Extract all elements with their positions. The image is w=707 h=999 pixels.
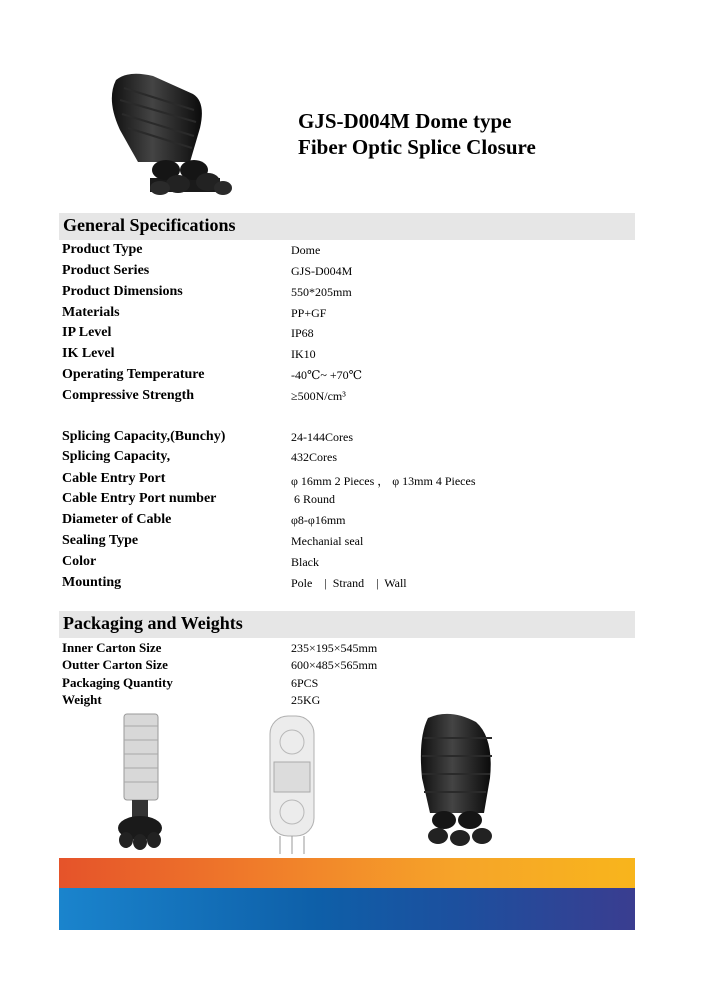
spec-value: IK10 [291,347,316,361]
spec-value: 550*205mm [291,285,352,299]
spec-row [62,325,622,345]
spec-label: Cable Entry Port number [62,491,217,506]
general-specs-header [59,213,635,240]
spec-label: Compressive Strength [62,388,195,403]
spec-row [62,491,622,511]
packaging-label: Inner Carton Size [62,640,162,655]
spec-label: Sealing Type [62,533,139,548]
tray-front-image [266,712,318,858]
spec-label: Product Series [62,263,150,278]
spec-row [62,263,622,283]
spec-value: 6 Round [291,492,336,506]
spec-value: Dome [291,243,321,257]
spec-label: Splicing Capacity,(Bunchy) [62,429,226,444]
blue-footer-band [59,888,635,930]
spec-row [62,388,622,408]
packaging-header [59,611,635,638]
spec-label: IK Level [62,346,115,361]
general-specs-title: General Specifications [63,215,236,235]
spec-row [62,471,622,491]
splice-closure-image [98,70,248,200]
spec-row [62,554,622,574]
packaging-value: 25KG [291,693,321,707]
packaging-label: Outter Carton Size [62,657,168,672]
packaging-label: Weight [62,692,102,707]
product-title-line1: GJS-D004M Dome type [298,109,512,133]
spec-value: IP68 [291,326,314,340]
spec-row [62,575,622,595]
packaging-row [62,692,622,710]
packaging-value: 235×195×545mm [291,641,378,655]
spec-value: GJS-D004M [291,264,353,278]
orange-footer-band [59,858,635,888]
spec-row [62,367,622,387]
spec-value: φ8-φ16mm [291,513,346,527]
spec-value: Mechanial seal [291,534,364,548]
product-title-line2: Fiber Optic Splice Closure [298,135,536,159]
spec-value: PP+GF [291,306,327,320]
spec-row [62,346,622,366]
packaging-row [62,675,622,693]
spec-row [62,242,622,262]
spec-label: Color [62,554,97,569]
spec-row [62,512,622,532]
spec-value: 24-144Cores [291,430,353,444]
spec-value: 432Cores [291,450,337,464]
spec-label: Materials [62,305,120,320]
spec-value: φ 16mm 2 Pieces ， φ 13mm 4 Pieces [291,474,476,488]
tray-assembly-image [110,710,170,852]
spec-value: Black [291,555,319,569]
spec-row [62,284,622,304]
spec-label: IP Level [62,325,112,340]
spec-label: Diameter of Cable [62,512,172,527]
packaging-label: Packaging Quantity [62,675,173,690]
spec-label: Splicing Capacity, [62,449,171,464]
spec-label: Operating Temperature [62,367,205,382]
spec-value: ≥500N/cm³ [291,389,346,403]
spec-value: -40℃~ +70℃ [291,368,363,382]
spec-label: Mounting [62,575,122,590]
spec-label: Cable Entry Port [62,471,166,486]
spec-value: Pole | Strand | Wall [291,576,407,590]
packaging-title: Packaging and Weights [63,613,243,633]
spec-row [62,449,622,469]
packaging-value: 6PCS [291,676,319,690]
packaging-row [62,657,622,675]
spec-row [62,533,622,553]
spec-label: Product Dimensions [62,284,183,299]
dome-closure-image [410,708,502,853]
spec-row [62,429,622,449]
spec-row [62,305,622,325]
spec-label: Product Type [62,242,143,257]
packaging-row [62,640,622,658]
packaging-value: 600×485×565mm [291,658,378,672]
